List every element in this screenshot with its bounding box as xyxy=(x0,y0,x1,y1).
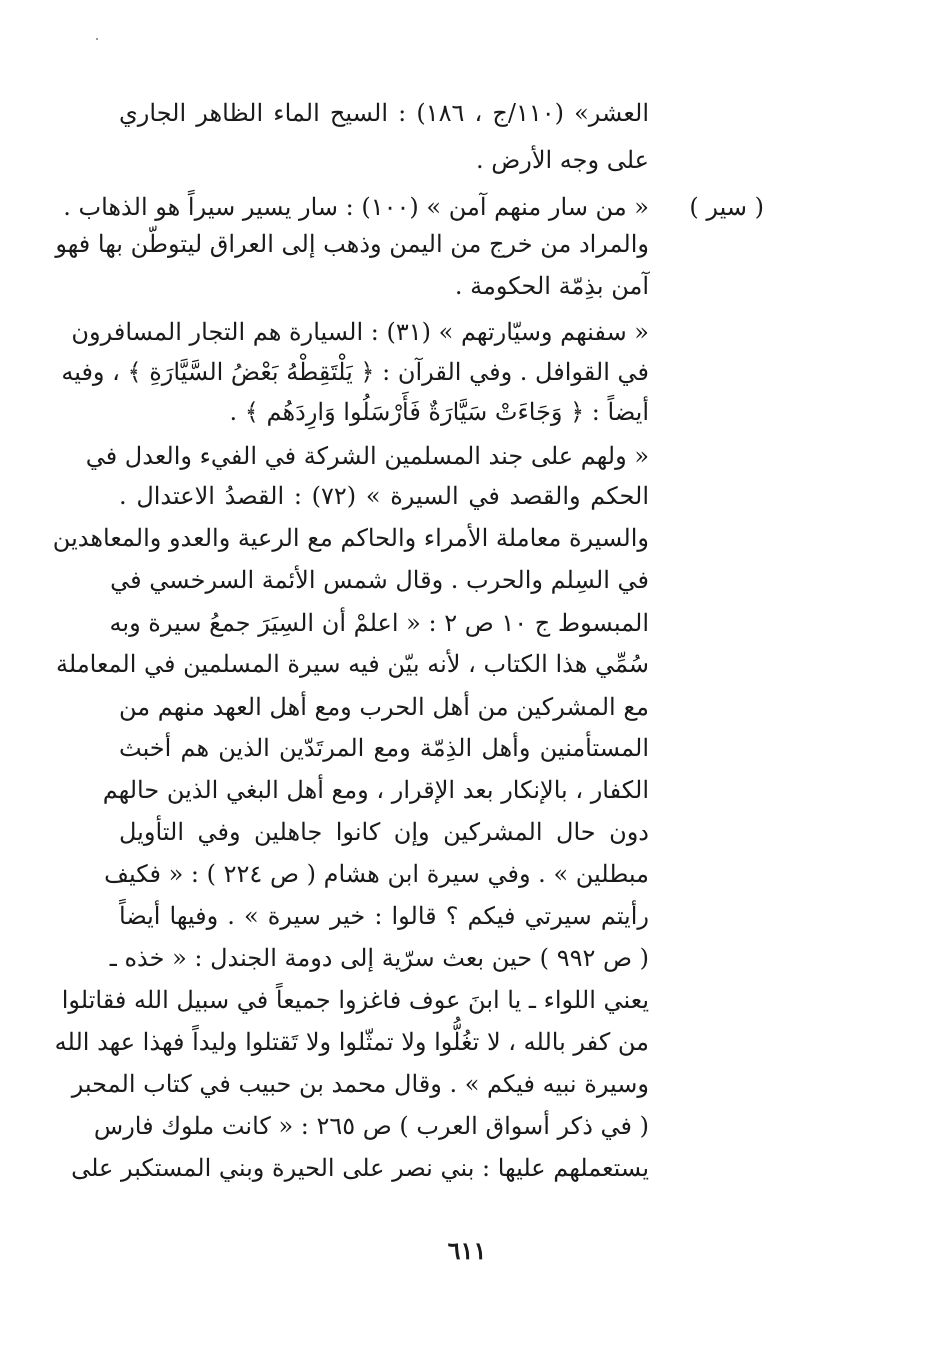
dictionary-headword: ( سير ) xyxy=(689,193,764,221)
text-line: يعني اللواء ـ يا ابنَ عوف فاغزوا جميعاً في سبيل الله فقاتلوا xyxy=(61,986,649,1014)
text-line: مع المشركين من أهل الحرب ومع أهل العهد منهم من xyxy=(119,693,649,721)
text-line: رأيتم سيرتي فيكم ؟ قالوا : خير سيرة » . وفيها أيضاً xyxy=(119,902,649,930)
text-line: يستعملهم عليها : بني نصر على الحيرة وبني المستكبر على xyxy=(71,1154,649,1182)
text-line: العشر» (١١٠/ج ، ١٨٦) : السيح الماء الظاهر الجاري xyxy=(119,99,649,127)
text-line: والمراد من خرج من اليمن وذهب إلى العراق ليتوطّن بها فهو xyxy=(55,230,649,258)
text-line: « سفنهم وسيّارتهم » (٣١) : السيارة هم التجار المسافرون xyxy=(71,318,649,346)
text-line: والسيرة معاملة الأمراء والحاكم مع الرعية والعدو والمعاهدين xyxy=(52,524,649,552)
text-line: « من سار منهم آمن » (١٠٠) : سار يسير سيراً هو الذهاب . xyxy=(63,193,649,221)
text-line: أيضاً : ﴿ وَجَاءَتْ سَيَّارَةٌ فَأَرْسَلُوا وَارِدَهُم ﴾ . xyxy=(229,398,649,426)
text-line: سُمِّي هذا الكتاب ، لأنه بيّن فيه سيرة المسلمين في المعاملة xyxy=(56,650,649,678)
text-line: دون حال المشركين وإن كانوا جاهلين وفي التأويل xyxy=(119,818,649,846)
text-line: الكفار ، بالإنكار بعد الإقرار ، ومع أهل البغي الذين حالهم xyxy=(102,776,649,804)
text-line: « ولهم على جند المسلمين الشركة في الفيء والعدل في xyxy=(85,442,649,470)
text-line: وسيرة نبيه فيكم » . وقال محمد بن حبيب في كتاب المحبر xyxy=(71,1070,649,1098)
text-line: مبطلين » . وفي سيرة ابن هشام ( ص ٢٢٤ ) : « فكيف xyxy=(104,860,649,888)
text-line: المستأمنين وأهل الذِمّة ومع المرتَدّين الذين هم أخبث xyxy=(119,734,649,762)
page-number: ٦١١ xyxy=(447,1236,487,1265)
text-line: ( في ذكر أسواق العرب ) ص ٢٦٥ : « كانت ملوك فارس xyxy=(93,1112,649,1140)
text-line: المبسوط ج ١٠ ص ٢ : « اعلمْ أن السِيَرَ جمعُ سيرة وبه xyxy=(109,609,649,637)
text-line: آمن بذِمّة الحكومة . xyxy=(454,272,649,300)
text-line: في السِلم والحرب . وقال شمس الأئمة السرخسي في xyxy=(110,566,649,594)
scan-speck xyxy=(96,38,98,40)
text-line: من كفر بالله ، لا تغُلُّوا ولا تمثّلوا ولا تَقتلوا وليداً فهذا عهد الله xyxy=(54,1028,649,1056)
text-line: على وجه الأرض . xyxy=(475,146,649,174)
text-line: في القوافل . وفي القرآن : ﴿ يَلْتَقِطْهُ بَعْضُ السَّيَّارَةِ ﴾ ، وفيه xyxy=(61,358,649,386)
text-line: ( ص ٩٩٢ ) حين بعث سرّية إلى دومة الجندل : « خذه ـ xyxy=(109,944,649,972)
text-line: الحكم والقصد في السيرة » (٧٢) : القصدُ الاعتدال . xyxy=(119,482,649,510)
